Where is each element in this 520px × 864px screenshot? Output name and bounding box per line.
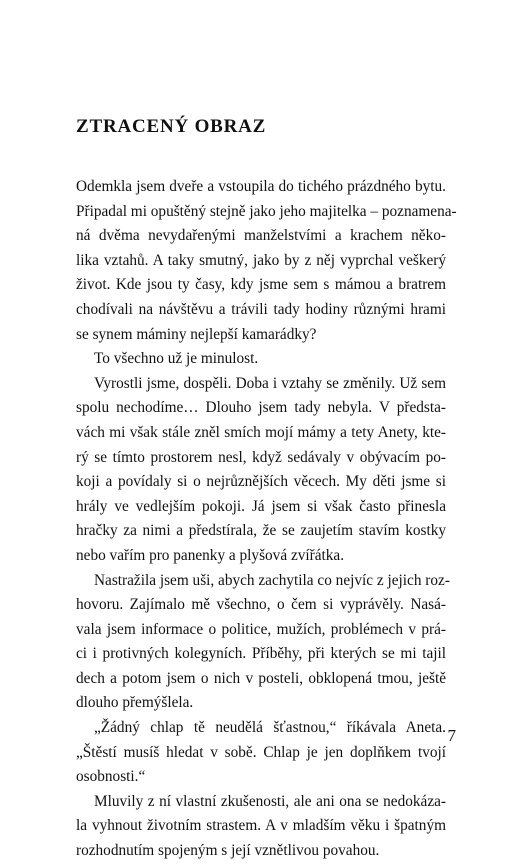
- text-line: lika vztahů. A taky smutný, jako by z něj vyprchal veškerý: [76, 251, 446, 269]
- text-line: Odemkla jsem dveře a vstoupila do tichého prázdného bytu.: [76, 178, 446, 195]
- text-line: hovoru. Zajímalo mě všechno, o čem si vyprávěly. Nasá-: [76, 596, 446, 614]
- text-line: Vyrostli jsme, dospěli. Doba i vztahy se změnily. Už sem: [94, 374, 446, 392]
- text-line: Připadal mi opuštěný stejně jako jeho majitelka – poznamena-: [76, 202, 457, 220]
- text-line: „Štěstí musíš hledat v sobě. Chlap je jen doplňkem tvojí: [76, 743, 446, 761]
- text-line: „Žádný chlap tě neudělá šťastnou,“ říkávala Aneta.: [94, 719, 446, 737]
- text-line: dech a potom jsem o nich v posteli, obklopená tmou, ještě: [76, 669, 446, 687]
- text-line: vách mi však stále zněl smích mojí mámy a tety Anety, kte-: [76, 423, 446, 441]
- text-line: vala jsem informace o politice, mužích, problémech v prá-: [76, 620, 446, 638]
- text-line: chodívali na návštěvu a trávili tady hodiny různými hrami: [76, 300, 446, 318]
- text-line: la vyhnout životním strastem. A v mladším věku i špatným: [76, 817, 446, 835]
- text-line: spolu nechodíme… Dlouho jsem tady nebyla. V předsta-: [76, 399, 446, 417]
- text-line: hračky za nimi a předstírala, že se zaujetím stavím kostky: [76, 522, 446, 540]
- text-line: nebo vařím pro panenky a plyšová zvířátka.: [76, 546, 345, 564]
- text-line: rozhodnutím spojeným s její vznětlivou povahou.: [76, 842, 380, 860]
- text-line: osobnosti.“: [76, 768, 146, 786]
- text-line: ná dvěma nevydařenými manželstvími a krachem něko-: [76, 227, 446, 245]
- chapter-title: ZTRACENÝ OBRAZ: [76, 116, 267, 137]
- text-line: se synem máminy nejlepší kamarádky?: [76, 325, 317, 343]
- text-line: koji a povídaly si o nejrůznějších věcech. My děti jsme si: [76, 473, 446, 491]
- text-line: život. Kde jsou ty časy, kdy jsme sem s mámou a bratrem: [76, 276, 446, 294]
- text-line: dlouho přemýšlela.: [76, 694, 194, 712]
- text-line: To všechno už je minulost.: [94, 350, 259, 368]
- text-line: Mluvily z ní vlastní zkušenosti, ale ani ona se nedokáza-: [94, 792, 446, 810]
- body-text: [76, 175, 457, 864]
- text-line: hrály ve vedlejším pokoji. Já jsem si však často přinesla: [76, 497, 446, 515]
- text-line: Nastražila jsem uši, abych zachytila co nejvíc z jejich roz-: [94, 571, 450, 589]
- page-number: 7: [447, 726, 456, 745]
- text-line: rý se tímto prostorem nesl, když sedávaly v obývacím po-: [76, 448, 446, 466]
- text-line: ci i protivných kolegyních. Příběhy, při kterých se mi tajil: [76, 645, 446, 663]
